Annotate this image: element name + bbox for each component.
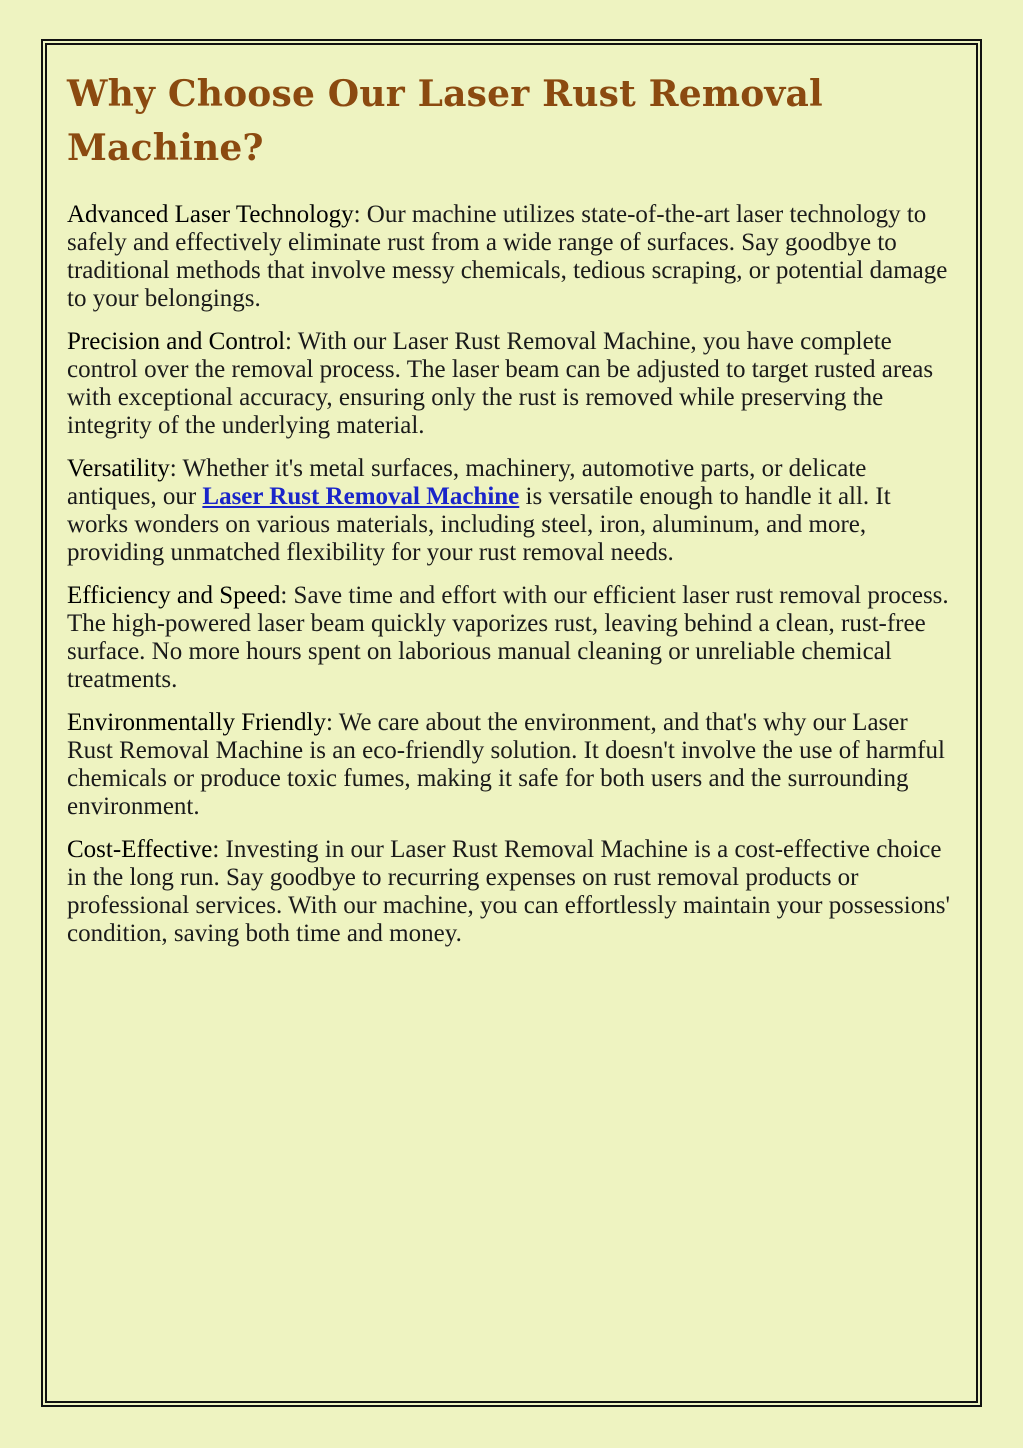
section-term: Advanced Laser Technology — [67, 201, 354, 228]
section-text-after-link: is versatile enough to handle it all. It works wonders on various materials, including steel, iron, aluminum, and more, providing unmatched flexibility for your rust removal needs. — [67, 483, 891, 566]
section-cost-effective — [67, 836, 958, 948]
section-text: : We care about the environment, and that's why our Laser Rust Removal Machine is an eco-friendly solution. It doesn't involve the use of harmful chemicals or produce toxic fumes, making it safe for both users and the surrounding environment. — [67, 709, 945, 820]
section-term: Efficiency and Speed — [67, 582, 281, 609]
section-term: Cost-Effective — [67, 836, 213, 863]
section-term: Versatility — [67, 455, 170, 482]
section-term: Environmentally Friendly — [67, 709, 326, 736]
document-frame — [41, 39, 982, 1407]
section-text-before-link: : Whether it's metal surfaces, machinery, automotive parts, or delicate antiques, our — [67, 455, 867, 510]
document-content — [67, 67, 958, 963]
section-text: : With our Laser Rust Removal Machine, you have complete control over the removal process. The laser beam can be adjusted to target rusted areas with exceptional accuracy, ensuring only the rust is removed while preserving the integrity of the underlying material. — [67, 328, 934, 439]
section-precision-and-control — [67, 328, 958, 440]
section-advanced-laser-technology — [67, 201, 958, 313]
section-text: : Investing in our Laser Rust Removal Machine is a cost-effective choice in the long run. Say goodbye to recurring expenses on rust removal products or professional services. With our machine, you can effortlessly maintain your possessions' condition, saving both time and money. — [67, 836, 950, 947]
page-title: Why Choose Our Laser Rust Removal Machine? — [67, 73, 823, 169]
section-versatility — [67, 455, 958, 567]
section-term: Precision and Control — [67, 328, 286, 355]
section-environmentally-friendly — [67, 709, 958, 821]
section-text: : Save time and effort with our efficient laser rust removal process. The high-powered laser beam quickly vaporizes rust, leaving behind a clean, rust-free surface. No more hours spent on laborious manual cleaning or unreliable chemical treatments. — [67, 582, 949, 693]
section-text: : Our machine utilizes state-of-the-art laser technology to safely and effectively eliminate rust from a wide range of surfaces. Say goodbye to traditional methods that involve messy chemicals, tedious scraping, or potential damage to your belongings. — [67, 201, 948, 312]
section-efficiency-and-speed — [67, 582, 958, 694]
laser-rust-removal-machine-link[interactable]: Laser Rust Removal Machine — [202, 483, 520, 510]
